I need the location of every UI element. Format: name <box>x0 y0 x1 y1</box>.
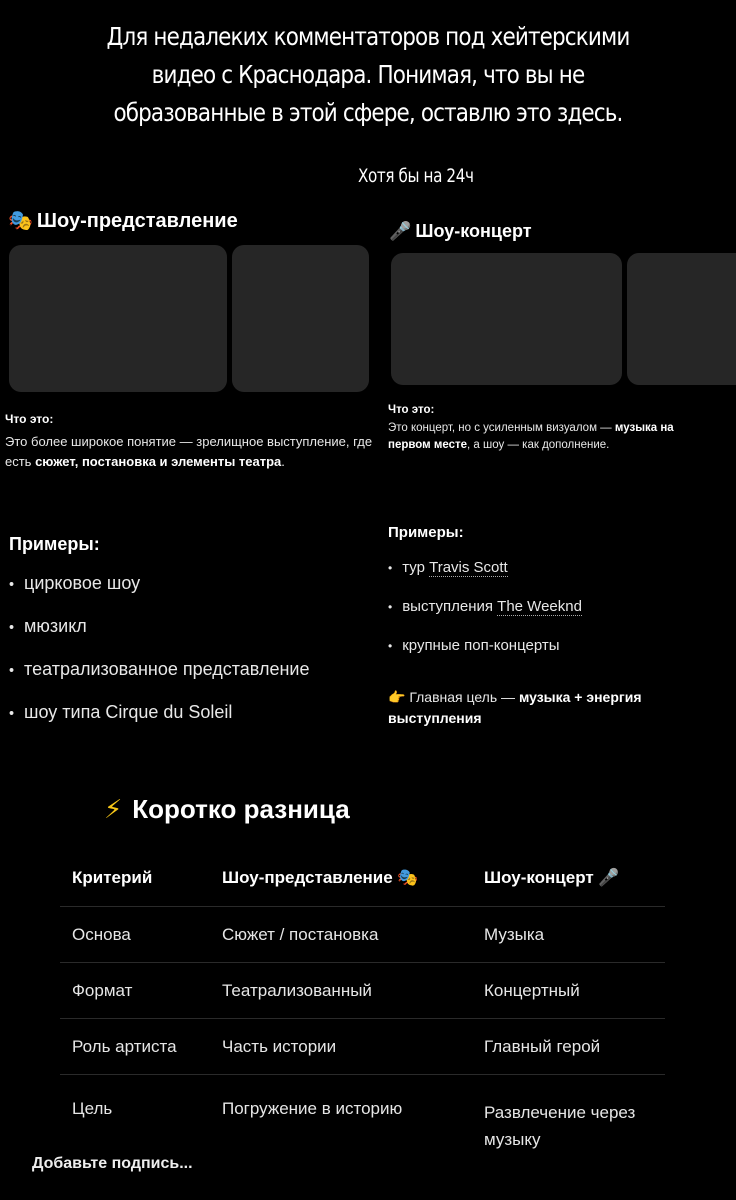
subtitle: Хотя бы на 24ч <box>358 165 474 187</box>
table-cell: Концертный <box>472 963 665 1019</box>
right-title-text: Шоу-концерт <box>415 221 532 241</box>
table-cell: Цель <box>60 1075 210 1160</box>
table-row <box>60 1075 665 1160</box>
right-what-text: Это концерт, но с усиленным визуалом — музыка на первом месте, а шоу — как дополнение. <box>388 422 674 451</box>
theater-masks-icon: 🎭 <box>8 210 33 232</box>
header-line: видео с Краснодара. Понимая, что вы не <box>151 60 585 89</box>
the-weeknd-link[interactable]: The Weeknd <box>497 598 582 615</box>
table-row <box>60 963 665 1019</box>
list-item: • выступления The Weeknd <box>388 598 582 637</box>
list-item: • театрализованное представление <box>9 659 309 702</box>
table-cell: Развлечение через музыку <box>472 1075 665 1160</box>
pointing-hand-icon: 👉 <box>388 689 406 705</box>
right-goal: 👉 Главная цель — музыка + энергия выступления <box>388 689 642 726</box>
column-header: Шоу-концерт 🎤 <box>484 868 620 887</box>
table-cell: Главный герой <box>472 1019 665 1075</box>
difference-title: ⚡ Коротко разница <box>104 794 350 824</box>
table-cell: Сюжет / постановка <box>210 907 472 963</box>
right-column-title <box>389 221 532 242</box>
table-cell: Музыка <box>472 907 665 963</box>
table-cell: Часть истории <box>210 1019 472 1075</box>
header-line: Для недалеких комментаторов под хейтерскими <box>106 22 630 51</box>
column-header: Шоу-представление 🎭 <box>222 868 419 887</box>
right-video-thumbnail[interactable] <box>627 253 736 385</box>
table-cell: Театрализованный <box>210 963 472 1019</box>
column-header: Критерий <box>72 868 153 887</box>
table-row <box>60 1019 665 1075</box>
list-item: • цирковое шоу <box>9 573 309 616</box>
left-what-text: Это более широкое понятие — зрелищное выступление, где есть сюжет, постановка и элементы театра. <box>5 434 373 469</box>
list-item: • крупные поп-концерты <box>388 637 582 676</box>
right-what-label: Что это: <box>388 404 435 416</box>
left-what-label: Что это: <box>5 412 54 426</box>
left-title-text: Шоу-представление <box>36 210 238 232</box>
right-examples-list <box>388 559 582 676</box>
list-item: • шоу типа Cirque du Soleil <box>9 702 309 745</box>
left-examples-title: Примеры: <box>9 534 100 554</box>
list-item: • мюзикл <box>9 616 309 659</box>
left-video-thumbnail[interactable] <box>9 245 227 392</box>
table-cell: Погружение в историю <box>210 1075 472 1160</box>
table-cell: Основа <box>60 907 210 963</box>
microphone-icon: 🎤 <box>389 221 412 241</box>
right-video-thumbnail[interactable] <box>391 253 622 385</box>
lightning-icon: ⚡ <box>104 794 123 824</box>
header-line: образованные в этой сфере, оставлю это здесь. <box>113 98 623 127</box>
left-column-title <box>8 208 238 233</box>
caption-input[interactable]: Добавьте подпись... <box>32 1155 193 1172</box>
table-cell: Формат <box>60 963 210 1019</box>
travis-scott-link[interactable]: Travis Scott <box>429 559 508 576</box>
comparison-table <box>60 850 665 1159</box>
list-item: • тур Travis Scott <box>388 559 582 598</box>
left-examples-list <box>9 573 309 745</box>
table-row <box>60 907 665 963</box>
table-header-row <box>60 850 665 907</box>
left-video-thumbnail[interactable] <box>232 245 369 392</box>
header-text <box>52 18 685 132</box>
right-examples-title: Примеры: <box>388 524 464 541</box>
table-cell: Роль артиста <box>60 1019 210 1075</box>
